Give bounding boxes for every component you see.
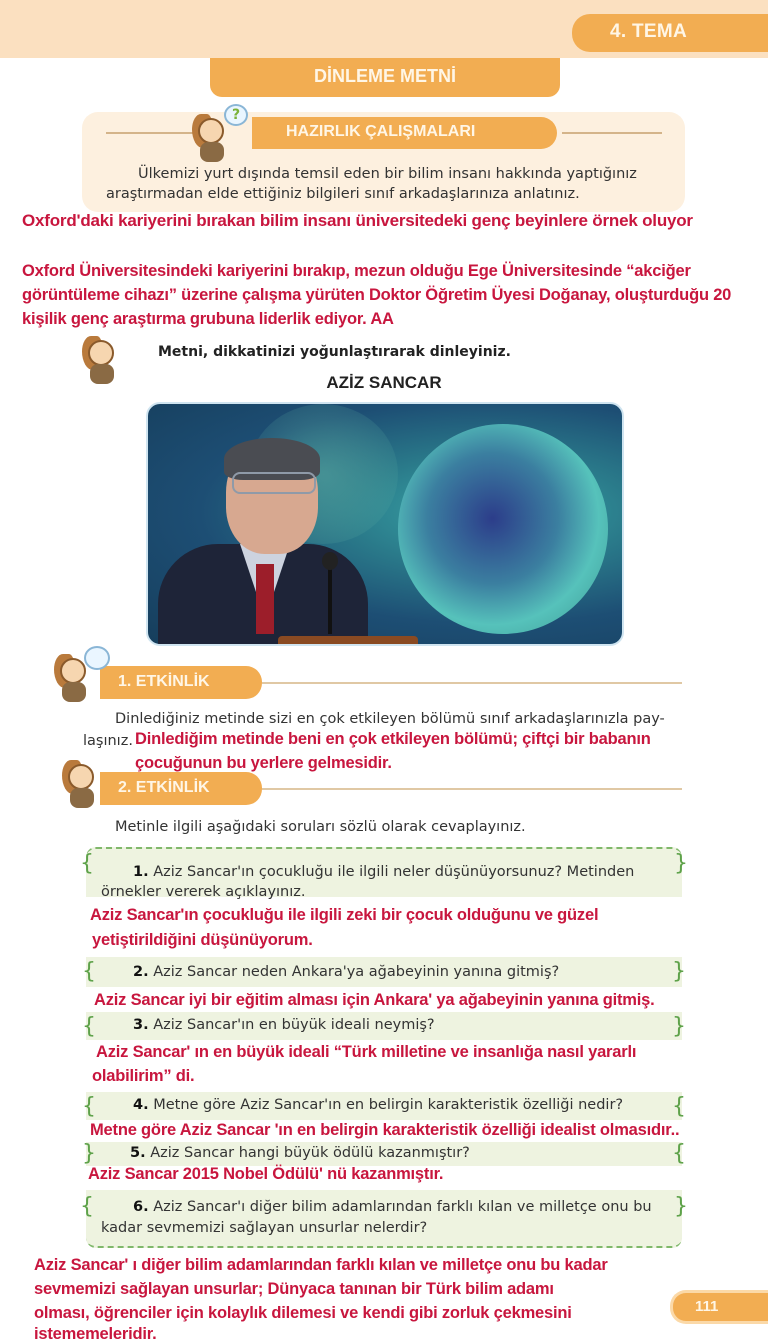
activity-2-instruction: Metinle ilgili aşağıdaki soruları sözlü olarak cevaplayınız. — [115, 819, 526, 835]
preparation-box — [82, 112, 685, 212]
question-box-2: { } — [86, 957, 682, 987]
activity-2-tab — [100, 772, 262, 805]
answer-2: Aziz Sancar iyi bir eğitim alması için Ankara' ya ağabeyinin yanına gitmiş. — [94, 991, 655, 1009]
question-5: 5. Aziz Sancar hangi büyük ödülü kazanmıştır? — [130, 1145, 470, 1161]
divider-line — [262, 682, 682, 684]
activity-1-tab — [100, 666, 262, 699]
page-number: 111 — [695, 1298, 719, 1315]
preparation-instruction: Ülkemizi yurt dışında temsil eden bir bilim insanı hakkında yaptığınız araştırmadan elde ettiğiniz bilgileri sınıf arkadaşlarınıza anlatınız. — [106, 166, 637, 202]
activity-1-instruction: Dinlediğiniz metinde sizi en çok etkileyen bölümü sınıf arkadaşlarınızla pay- — [115, 711, 665, 727]
preparation-title-tab — [252, 117, 557, 149]
question-number: 1. — [133, 864, 149, 880]
page-number-tab — [670, 1290, 768, 1324]
answer-3-cont: olabilirim” di. — [92, 1067, 195, 1085]
question-2: 2. Aziz Sancar neden Ankara'ya ağabeyinin yanına gitmiş? — [133, 964, 560, 980]
speech-bubble-icon — [84, 646, 110, 670]
answer-1: Aziz Sancar'ın çocukluğu ile ilgili zeki bir çocuk olduğunu ve güzel — [90, 906, 599, 924]
activity-2-title: 2. ETKİNLİK — [118, 779, 210, 796]
divider-line — [562, 132, 662, 134]
answer-headline: Oxford'daki kariyerini bırakan bilim insanı üniversitedeki genç beyinlere örnek oluyor — [22, 211, 693, 230]
story-title: AZİZ SANCAR — [326, 373, 442, 392]
answer-paragraph: Oxford Üniversitesindeki kariyerini bırakıp, mezun olduğu Ege Üniversitesinde “akciğer görüntüleme cihazı” üzerine çalışma yürüten Doktor Öğretim Üyesi Doğanay, oluşturduğu 20 kişilik genç araştırma grubuna liderlik ediyor. AA — [22, 262, 732, 328]
activity-1-answer-cont: çocuğunun bu yerlere gelmesidir. — [135, 754, 392, 772]
question-box-1: { } — [86, 847, 682, 897]
question-text: Aziz Sancar'ın çocukluğu ile ilgili neler düşünüyorsunuz? Metinden — [153, 864, 635, 880]
answer-6-cont-2: olması, öğrenciler için kolaylık dilemesi ve kendi gibi zorluk çekmesini — [34, 1304, 572, 1322]
answer-4: Metne göre Aziz Sancar 'ın en belirgin karakteristik özelliği idealist olmasıdır.. — [90, 1121, 680, 1139]
question-1-cont: örnekler vererek açıklayınız. — [101, 884, 306, 900]
answer-1-cont: yetiştirildiğini düşünüyorum. — [92, 931, 313, 949]
question-box-6: { } — [86, 1190, 682, 1248]
listening-instruction: Metni, dikkatinizi yoğunlaştırarak dinleyiniz. — [158, 344, 511, 360]
theme-tab-label: 4. TEMA — [610, 21, 688, 42]
answer-5: Aziz Sancar 2015 Nobel Ödülü' nü kazanmıştır. — [88, 1165, 444, 1183]
answer-6-cont-3: istememeleridir. — [34, 1325, 157, 1343]
question-box-3: { } — [82, 1014, 686, 1039]
answer-6-cont-1: sevmemizi sağlayan unsurlar; Dünyaca tanınan bir Türk bilim adamı — [34, 1280, 554, 1298]
cell-illustration — [398, 424, 608, 634]
question-bubble-icon: ? — [224, 104, 248, 126]
activity-1-answer: Dinlediğim metinde beni en çok etkileyen bölümü; çiftçi bir babanın — [135, 730, 651, 748]
activity-1-instruction-cont: laşınız. — [83, 733, 133, 749]
preparation-title: HAZIRLIK ÇALIŞMALARI — [286, 123, 476, 140]
question-6-cont: kadar sevmemizi sağlayan unsurlar nelerdir? — [101, 1220, 428, 1236]
question-3: 3. Aziz Sancar'ın en büyük ideali neymiş? — [133, 1017, 435, 1033]
question-4: 4. Metne göre Aziz Sancar'ın en belirgin karakteristik özelliği nedir? — [133, 1097, 624, 1113]
question-box-5: } { — [82, 1141, 686, 1166]
theme-tab — [572, 14, 768, 52]
question-1 — [133, 862, 634, 883]
activity-1-title: 1. ETKİNLİK — [118, 673, 210, 690]
question-6: 6. Aziz Sancar'ı diğer bilim adamlarından farklı kılan ve milletçe onu bu — [133, 1199, 652, 1215]
section-title: DİNLEME METNİ — [314, 66, 456, 86]
answer-6: Aziz Sancar' ı diğer bilim adamlarından farklı kılan ve milletçe onu bu kadar — [34, 1256, 608, 1274]
section-title-tab — [210, 58, 560, 97]
microphone-icon — [322, 552, 338, 570]
divider-line — [262, 788, 682, 790]
aziz-sancar-photo — [146, 402, 624, 646]
answer-3: Aziz Sancar' ın en büyük ideali “Türk milletine ve insanlığa nasıl yararlı — [96, 1043, 637, 1061]
question-box-4: { { — [82, 1094, 686, 1119]
girl-reading-mascot-icon — [60, 758, 106, 810]
